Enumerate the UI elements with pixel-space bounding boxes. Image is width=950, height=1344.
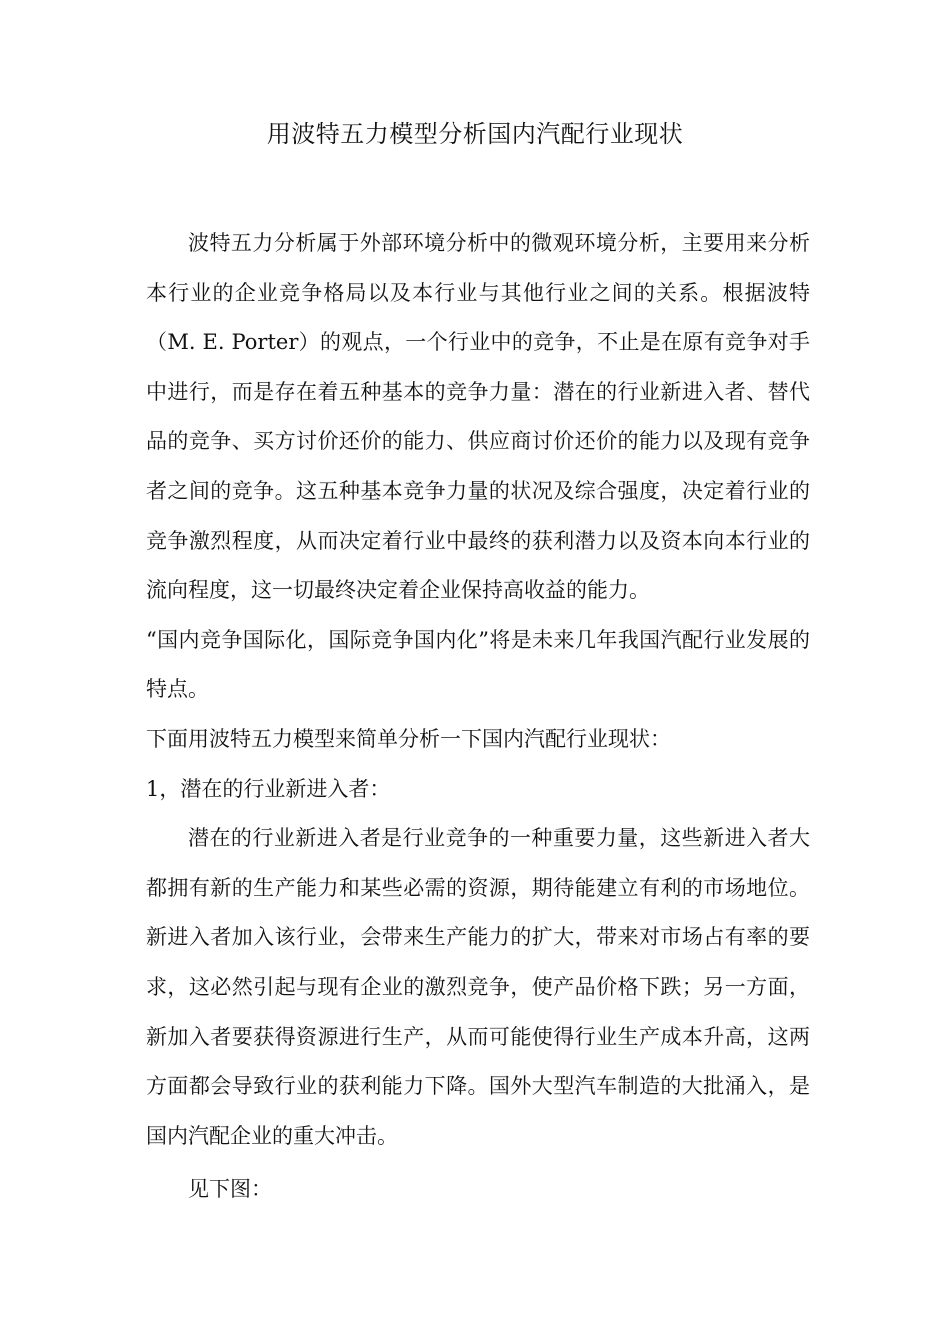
see-figure-paragraph: 见下图： <box>188 1177 272 1202</box>
section-heading-new-entrants: 1，潜在的行业新进入者： <box>146 776 391 801</box>
document-body <box>146 219 810 1215</box>
new-entrants-paragraph: 潜在的行业新进入者是行业竞争的一种重要力量，这些新进入者大都拥有新的生产能力和某些必需的资源，期待能建立有利的市场地位。新进入者加入该行业，会带来生产能力的扩大，带来对市场占有率的要求，这必然引起与现有企业的激烈竞争，使产品价格下跌；另一方面，新加入者要获得资源进行生产，从而可能使得行业生产成本升高，这两方面都会导致行业的获利能力下降。国外大型汽车制造的大批涌入，是国内汽配企业的重大冲击。 <box>146 826 810 1148</box>
page-title: 用波特五力模型分析国内汽配行业现状 <box>266 120 684 148</box>
analysis-lead-paragraph: 下面用波特五力模型来简单分析一下国内汽配行业现状： <box>146 726 671 751</box>
intro-paragraph: 波特五力分析属于外部环境分析中的微观环境分析，主要用来分析本行业的企业竞争格局以及本行业与其他行业之间的关系。根据波特（M. E. Porter）的观点，一个行业中的竞争，不止是在原有竞争对手中进行，而是存在着五种基本的竞争力量：潜在的行业新进入者、替代品的竞争、买方讨价还价的能力、供应商讨价还价的能力以及现有竞争者之间的竞争。这五种基本竞争力量的状况及综合强度，决定着行业的竞争激烈程度，从而决定着行业中最终的获利潜力以及资本向本行业的流向程度，这一切最终决定着企业保持高收益的能力。 <box>146 231 810 603</box>
trend-paragraph: “国内竞争国际化，国际竞争国内化”将是未来几年我国汽配行业发展的特点。 <box>146 627 810 702</box>
